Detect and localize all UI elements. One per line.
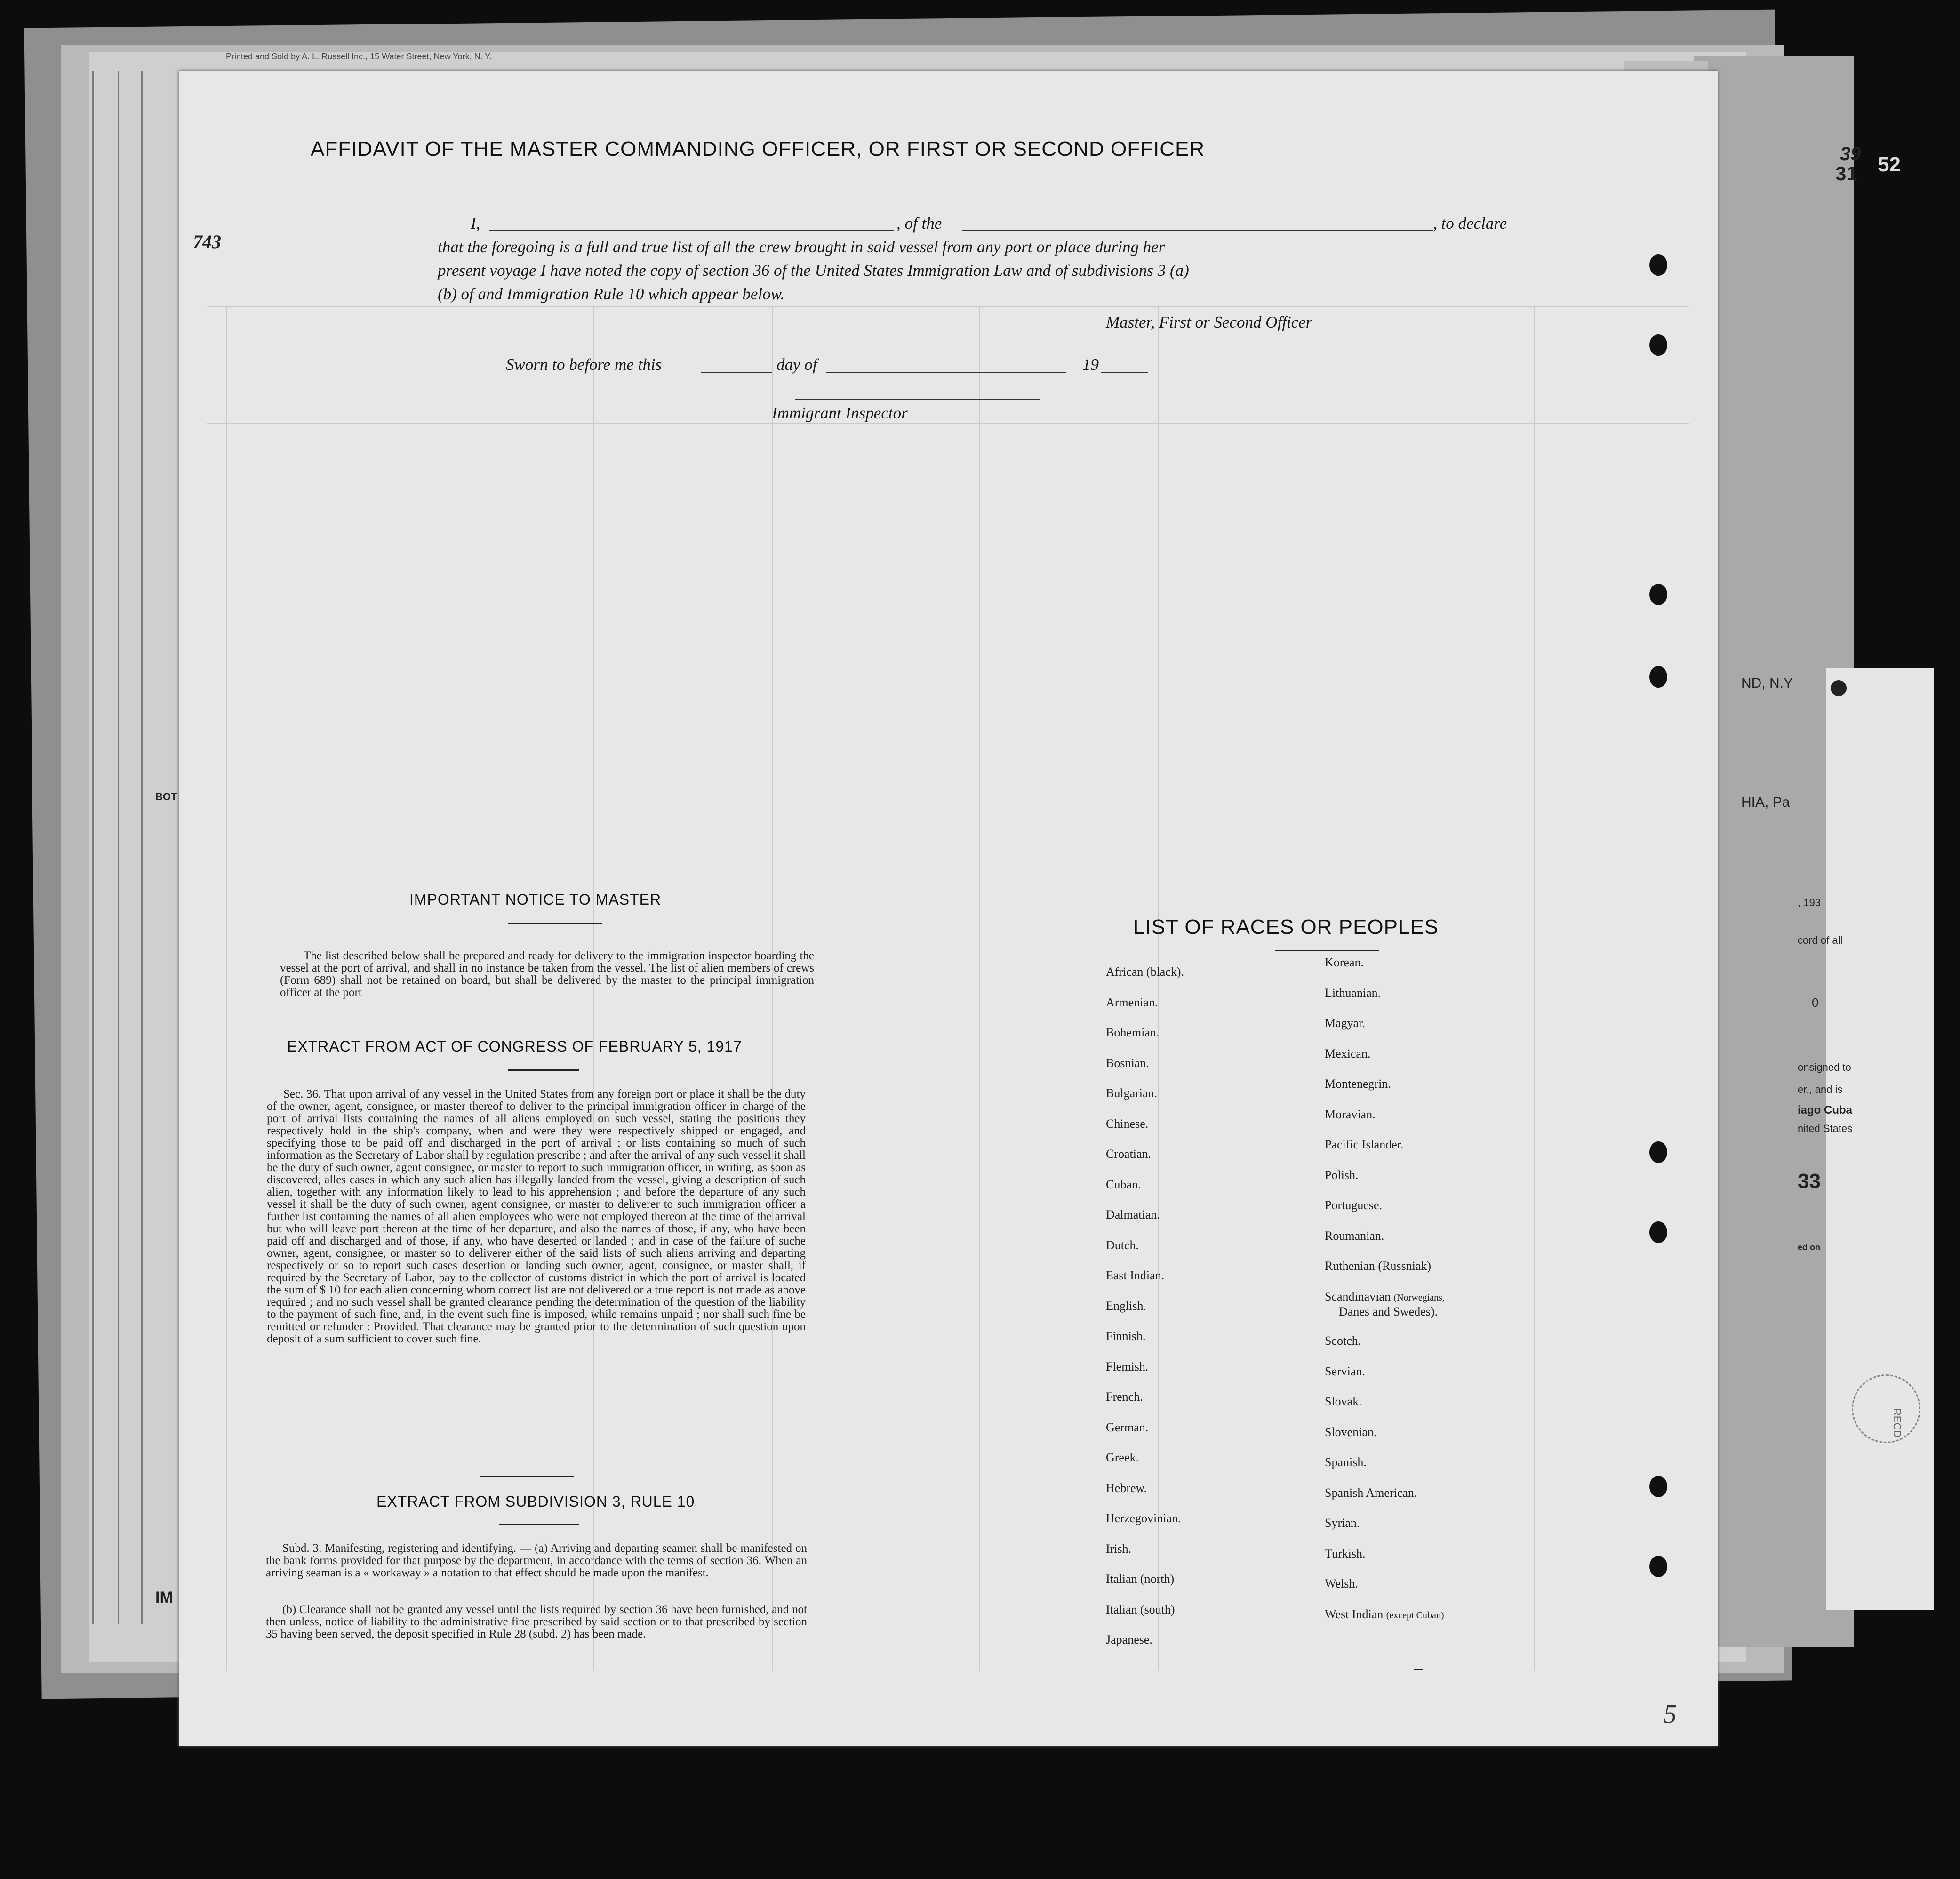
corner-number: 31 [1835, 162, 1857, 185]
race-item: Irish. [1106, 1542, 1132, 1556]
race-item [1325, 1108, 1376, 1122]
ghost-rule [207, 423, 1689, 424]
race-item [1325, 1047, 1370, 1061]
received-stamp-text: RECD [1891, 1408, 1904, 1438]
year-prefix: 19 [1082, 355, 1099, 374]
corner-number: 52 [1878, 153, 1901, 176]
race-label: Spanish. [1325, 1455, 1367, 1469]
ruled-line [141, 71, 143, 1624]
race-item: Dalmatian. [1106, 1208, 1160, 1221]
vessel-blank [962, 230, 1433, 231]
race-label: Slovak. [1325, 1395, 1362, 1408]
statement-line-1: that the foregoing is a full and true list of all the crew brought in said vessel from any port or place during her [438, 238, 1165, 256]
fragment-text: 0 [1812, 996, 1819, 1010]
race-label: Magyar. [1325, 1016, 1365, 1030]
race-item: Bohemian. [1106, 1026, 1160, 1039]
affidavit-title: AFFIDAVIT OF THE MASTER COMMANDING OFFICER, OR FIRST OR SECOND OFFICER [311, 137, 1205, 161]
races-title: LIST OF RACES OR PEOPLES [1133, 915, 1439, 939]
ruled-line [92, 71, 94, 1624]
race-item [1325, 1516, 1360, 1530]
corner-mark: 743 [193, 231, 221, 252]
notice-title: IMPORTANT NOTICE TO MASTER [409, 891, 662, 908]
race-note: (except Cuban) [1386, 1610, 1444, 1621]
race-item: French. [1106, 1390, 1143, 1404]
race-label: Scotch. [1325, 1334, 1361, 1348]
race-label: Syrian. [1325, 1516, 1360, 1530]
punch-hole [1649, 334, 1667, 356]
race-item [1325, 1365, 1365, 1379]
fragment-text: ND, N.Y [1741, 675, 1793, 691]
notice-rule [508, 923, 602, 924]
race-label: Polish. [1325, 1168, 1359, 1182]
extract-rule-text-a: Subd. 3. Manifesting, registering and identifying. — (a) Arriving and departing seamen shall be manifested on the bank forms provided for that purpose by the department, in accordance with the terms of section 36. When an arriving seaman is a « workaway » a notation to that effect should be made upon the manifest. [266, 1542, 807, 1579]
notice-text: The list described below shall be prepared and ready for delivery to the immigration inspector boarding the vessel at the port of arrival, and shall in no instance be taken from the vessel. The list of alien members of crews (Form 689) shall not be retained on board, but shall be delivered by the master to the principal immigration officer at the port [280, 949, 814, 999]
page-number: 5 [1664, 1700, 1677, 1729]
races-rule [1275, 950, 1379, 951]
fragment-text: IM [155, 1589, 173, 1606]
race-label: Spanish American. [1325, 1486, 1417, 1500]
race-item [1325, 1290, 1445, 1304]
affidavit-sheet [179, 71, 1718, 1746]
race-item: Flemish. [1106, 1359, 1149, 1373]
printer-credit: Printed and Sold by A. L. Russell Inc., 15 Water Street, New York, N. Y. [226, 52, 492, 61]
race-item [1325, 1259, 1431, 1273]
race-item [1325, 1168, 1359, 1182]
race-item: East Indian. [1106, 1269, 1165, 1282]
race-label: Montenegrin. [1325, 1077, 1391, 1091]
extract-act-rule [508, 1069, 579, 1071]
race-item [1325, 1198, 1382, 1213]
sworn-day-blank [701, 372, 772, 373]
extract-act-text: Sec. 36. That upon arrival of any vessel in the United States from any foreign port or place it shall be the duty of the owner, agent, consignee, or master thereof to deliver to the principal immigration officer in charge of the port of arrival lists containing the names of all aliens employed on such vessel, stating the positions they respectively hold in the ship's company, when and were they were respectively shipped or engaged, and specifying those to be paid off and discharged in the port of arrival ; or lists containing so much of such information as the Secretary of Labor shall by regulation prescribe ; and after the arrival of any such vessel it shall be the duty of such owner, agent consignee, or master to report to such immigration officer, in writing, as soon as discovered, alles cases in which any such alien has illegally landed from the vessel, giving a description of such alien, together with any information likely to lead to his apprehension ; and before the departure of any such vessel it shall be the duty of such owner, agent consignee, or master to deliverer to such immigration officer a further list containing the names of all alien employees who were not employed thereon at the time of the arrival but who will leave port thereon at the time of her departure, and also the names of those, if any, who have been paid off and discharged and of those, if any, who have deserted or landed ; and in case of the failure of suche owner, agent, consignee, or master so to deliverer either of the said lists of such aliens arriving and departing respectively or so to report such cases desertion or landing such owner, agent, consignee, or master shall, if required by the Secretary of Labor, pay to the collector of customs district in which the port of arrival is located the sum of $ 10 for each alien concerning whom correct list are not delivered or a true report is not made as above required ; and no such vessel shall be granted clearance pending the determination of the question of the liability to the payment of such fine, and, in the event such fine is imposed, while remains unpaid ; nor shall such fine be remitted or refunder : Provided. That clearance may be granted prior to the determination of such question upon deposit of a sum sufficient to cover such fine. [267, 1088, 806, 1345]
race-item: Cuban. [1106, 1177, 1141, 1191]
race-label: Roumanian. [1325, 1229, 1384, 1243]
tag-card [1826, 668, 1934, 1610]
race-item: Hebrew. [1106, 1481, 1147, 1495]
race-item [1325, 1077, 1391, 1091]
punch-hole [1649, 1556, 1667, 1577]
race-item [1325, 1455, 1367, 1469]
race-item: Japanese. [1106, 1633, 1152, 1646]
race-item [1325, 1577, 1358, 1591]
race-note: Danes and Swedes). [1339, 1304, 1438, 1318]
ruled-line [118, 71, 119, 1624]
month-blank [826, 372, 1066, 373]
race-label: Turkish. [1325, 1546, 1366, 1560]
fragment-text: BOT [155, 791, 177, 803]
fragment-text: onsigned to [1798, 1061, 1851, 1073]
extract-rule-text-b: (b) Clearance shall not be granted any vessel until the lists required by section 36 have been furnished, and not then unless, notice of liability to the administrative fine prescribed by said section or to that prescribed by section 35 having been served, the deposit specified in Rule 28 (subd. 2) has been made. [266, 1603, 807, 1640]
fragment-text: nited States [1798, 1123, 1853, 1134]
statement-line-2: present voyage I have noted the copy of section 36 of the United States Immigration Law and of subdivisions 3 (a) [438, 261, 1189, 280]
race-item [1325, 1486, 1417, 1500]
ghost-rule [226, 306, 227, 1671]
fragment-text: , 193 [1798, 897, 1821, 908]
race-item: Herzegovinian. [1106, 1511, 1181, 1525]
race-label: West Indian [1325, 1607, 1384, 1621]
race-item [1325, 1395, 1362, 1409]
race-note: (Norwegians, [1393, 1292, 1445, 1303]
race-item [1325, 1229, 1384, 1243]
race-label: Welsh. [1325, 1577, 1358, 1590]
race-item [1325, 1334, 1361, 1348]
race-label: Portuguese. [1325, 1198, 1383, 1212]
ghost-rule [1158, 306, 1159, 1671]
race-item [1325, 1547, 1365, 1561]
race-item: English. [1106, 1299, 1146, 1313]
race-item [1325, 956, 1364, 970]
race-label: Scandinavian [1325, 1289, 1391, 1303]
year-blank [1101, 372, 1148, 373]
name-blank [489, 230, 894, 231]
race-item: Italian (south) [1106, 1602, 1175, 1616]
race-label: Korean. [1325, 956, 1364, 969]
sworn-label: Sworn to before me this [506, 355, 662, 374]
race-label: Servian. [1325, 1364, 1365, 1378]
race-label: Lithuanian. [1325, 986, 1381, 1000]
fragment-text: iago Cuba [1798, 1104, 1853, 1116]
punch-hole [1649, 1476, 1667, 1497]
race-item [1325, 1138, 1404, 1152]
ghost-rule [1534, 306, 1535, 1671]
extract-rule-title: EXTRACT FROM SUBDIVISION 3, RULE 10 [376, 1493, 695, 1510]
race-item [1325, 1425, 1377, 1439]
punch-hole [1649, 1141, 1667, 1163]
race-item: German. [1106, 1420, 1149, 1434]
dash-mark [1414, 1669, 1423, 1670]
extract-rule-rule [499, 1524, 579, 1525]
tag-hole [1831, 680, 1847, 696]
race-label: Pacific Islander. [1325, 1138, 1404, 1151]
race-label: Moravian. [1325, 1107, 1376, 1121]
race-item: Croatian. [1106, 1147, 1152, 1161]
affidavit-of-the: , of the [896, 214, 942, 233]
fragment-text: cord of all [1798, 934, 1843, 946]
statement-line-3: (b) of and Immigration Rule 10 which appear below. [438, 285, 785, 303]
race-item [1325, 986, 1381, 1000]
inspector-signature-line [795, 399, 1040, 400]
race-label: Slovenian. [1325, 1425, 1377, 1439]
affidavit-to-declare: , to declare [1433, 214, 1507, 233]
punch-hole [1649, 254, 1667, 276]
extract-act-title: EXTRACT FROM ACT OF CONGRESS OF FEBRUARY 5, 1917 [287, 1038, 742, 1055]
affidavit-i: I, [471, 214, 480, 233]
punch-hole [1649, 1221, 1667, 1243]
extract-rule-top-rule [480, 1476, 574, 1477]
fragment-text: 33 [1798, 1170, 1821, 1193]
corner-number: 39 [1840, 144, 1861, 164]
race-label: Mexican. [1325, 1046, 1371, 1060]
race-label: Ruthenian (Russniak) [1325, 1259, 1432, 1273]
master-label: Master, First or Second Officer [1106, 313, 1312, 331]
fragment-text: er., and is [1798, 1084, 1843, 1095]
race-item: Greek. [1106, 1451, 1139, 1464]
day-of-label: day of [776, 355, 817, 374]
race-item: Chinese. [1106, 1116, 1149, 1131]
race-item: Bulgarian. [1106, 1086, 1158, 1100]
ghost-rule [207, 306, 1689, 307]
received-stamp [1852, 1374, 1920, 1443]
race-item [1325, 1016, 1365, 1030]
race-item: Armenian. [1106, 995, 1158, 1009]
race-item: Italian (north) [1106, 1572, 1175, 1586]
race-item [1325, 1607, 1444, 1622]
race-item: Dutch. [1106, 1238, 1139, 1252]
race-item: African (black). [1106, 965, 1184, 979]
fragment-text: ed on [1798, 1243, 1820, 1252]
fragment-text: HIA, Pa [1741, 795, 1790, 810]
punch-hole [1649, 584, 1667, 605]
punch-hole [1649, 666, 1667, 688]
race-item: Bosnian. [1106, 1056, 1149, 1070]
ghost-rule [979, 306, 980, 1671]
inspector-label: Immigrant Inspector [772, 404, 908, 422]
race-item: Finnish. [1106, 1329, 1146, 1343]
